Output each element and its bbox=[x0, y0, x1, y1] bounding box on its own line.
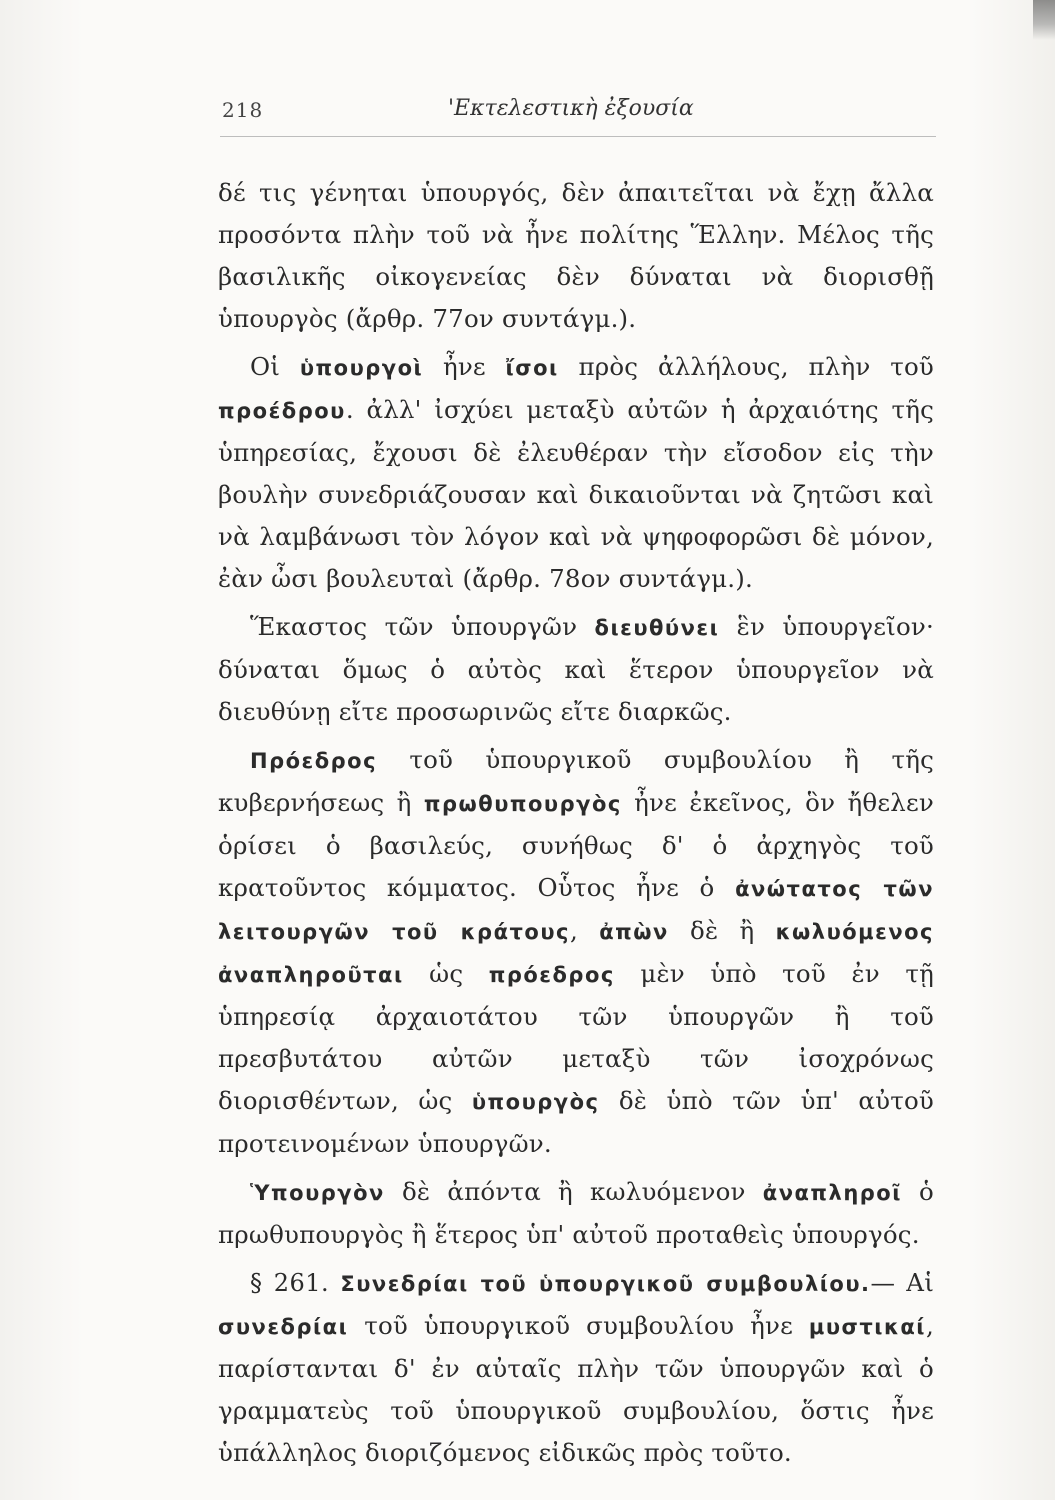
running-title: 'Εκτελεστικὴ ἐξουσία bbox=[448, 96, 694, 121]
text-segment: ὡς bbox=[403, 959, 489, 988]
text-segment: ἦνε bbox=[423, 352, 506, 381]
emphasis-term: ἀπὼν bbox=[599, 920, 669, 944]
text-segment: , παρίστανται δ' ἐν αὐταῖς πλὴν τῶν ὑπουργῶν καὶ ὁ γραμματεὺς τοῦ ὑπουργικοῦ συμβουλίου, ὅστις ἦνε ὑπάλληλος διοριζόμενος εἰδικῶς πρὸς τοῦτο. bbox=[218, 1311, 934, 1467]
text-segment: ἦνε ἐκεῖνος, ὃν ἤθελεν ὁρίσει ὁ βασιλεύς, συνήθως δ' ὁ ἀρχηγὸς τοῦ κρατοῦντος κόμματος. Οὗτος ἦνε ὁ bbox=[218, 788, 934, 902]
emphasis-term: προέδρου bbox=[218, 399, 346, 423]
emphasis-term: συνεδρίαι bbox=[218, 1315, 349, 1339]
page-edge-mark bbox=[1033, 0, 1055, 40]
paragraph-5 bbox=[218, 1171, 934, 1256]
text-segment: τοῦ ὑπουργικοῦ συμβουλίου ἦνε bbox=[348, 1311, 809, 1340]
paragraph-1 bbox=[218, 172, 934, 340]
page-number: 218 bbox=[222, 98, 264, 122]
emphasis-term: ἀναπληροῖ bbox=[762, 1181, 902, 1205]
emphasis-term: Πρόεδρος bbox=[250, 749, 378, 773]
emphasis-term: πρόεδρος bbox=[488, 963, 615, 987]
text-segment: τοῦ ὑπουργικοῦ συμβουλίου ἢ τῆς κυβερνήσεως ἢ bbox=[218, 745, 934, 817]
text-segment: μὲν ὑπὸ τοῦ ἐν τῇ ὑπηρεσίᾳ ἀρχαιοτάτου τῶν ὑπουργῶν ἢ τοῦ πρεσβυτάτου αὐτῶν μεταξὺ τῶν ἰσοχρόνως διορισθέντων, ὡς bbox=[218, 959, 934, 1115]
page-header bbox=[220, 96, 936, 137]
text-segment: — Αἱ bbox=[870, 1268, 934, 1297]
text-segment: , bbox=[569, 916, 600, 945]
emphasis-term: ὑπουργοὶ bbox=[299, 356, 424, 380]
emphasis-term: κωλυόμενος ἀναπληροῦται bbox=[218, 920, 934, 987]
text-segment: ὁ πρωθυπουργὸς ἢ ἕτερος ὑπ' αὐτοῦ προταθεὶς ὑπουργός. bbox=[218, 1177, 934, 1249]
emphasis-term: μυστικαί bbox=[808, 1315, 926, 1339]
emphasis-term: ὑπουργὸς bbox=[471, 1090, 600, 1114]
emphasis-term: διευθύνει bbox=[594, 616, 720, 640]
text-segment: ἓν ὑπουργεῖον· δύναται ὅμως ὁ αὐτὸς καὶ ἕτερον ὑπουργεῖον νὰ διευθύνῃ εἴτε προσωρινῶς εἴτε διαρκῶς. bbox=[218, 612, 934, 726]
body-text bbox=[218, 172, 934, 1480]
text-segment: . ἀλλ' ἰσχύει μεταξὺ αὐτῶν ἡ ἀρχαιότης τῆς ὑπηρεσίας, ἔχουσι δὲ ἐλευθέραν τὴν εἴσοδον εἰς τὴν βουλὴν συνεδριάζουσαν καὶ δικαιοῦνται νὰ ζητῶσι καὶ νὰ λαμβάνωσι τὸν λόγον καὶ νὰ ψηφοφορῶσι δὲ μόνον, ἐὰν ὦσι βουλευταὶ (ἄρθρ. 78ον συντάγμ.). bbox=[218, 395, 934, 593]
text-segment: Ἕκαστος τῶν ὑπουργῶν bbox=[250, 612, 595, 641]
emphasis-term: πρωθυπουργὸς bbox=[423, 792, 622, 816]
paragraph-2 bbox=[218, 346, 934, 600]
text-segment: δὲ ἀπόντα ἢ κωλυόμενον bbox=[384, 1177, 763, 1206]
text-segment: δὲ ἢ bbox=[668, 916, 776, 945]
text-segment: δὲ ὑπὸ τῶν ὑπ' αὐτοῦ προτεινομένων ὑπουργῶν. bbox=[218, 1086, 934, 1158]
text-segment: πρὸς ἀλλήλους, πλὴν τοῦ bbox=[558, 352, 934, 381]
section-number: § 261. bbox=[250, 1269, 341, 1297]
text-segment: δέ τις γένηται ὑπουργός, δὲν ἀπαιτεῖται νὰ ἔχῃ ἄλλα προσόντα πλὴν τοῦ νὰ ἦνε πολίτης Ἕλλην. Μέλος τῆς βασιλικῆς οἰκογενείας δὲν δύναται νὰ διορισθῇ ὑπουργὸς (ἄρθρ. 77ον συντάγμ.). bbox=[218, 178, 934, 333]
paragraph-6-section-261 bbox=[218, 1262, 934, 1474]
text-segment: Οἱ bbox=[250, 352, 300, 381]
emphasis-term: Ὑπουργὸν bbox=[250, 1181, 385, 1205]
paragraph-3 bbox=[218, 606, 934, 733]
emphasis-term: ἀνώτατος τῶν λειτουργῶν τοῦ κράτους bbox=[218, 877, 934, 944]
emphasis-term: ἴσοι bbox=[505, 356, 559, 380]
paragraph-4 bbox=[218, 739, 934, 1165]
section-heading: Συνεδρίαι τοῦ ὑπουργικοῦ συμβουλίου. bbox=[340, 1272, 871, 1296]
